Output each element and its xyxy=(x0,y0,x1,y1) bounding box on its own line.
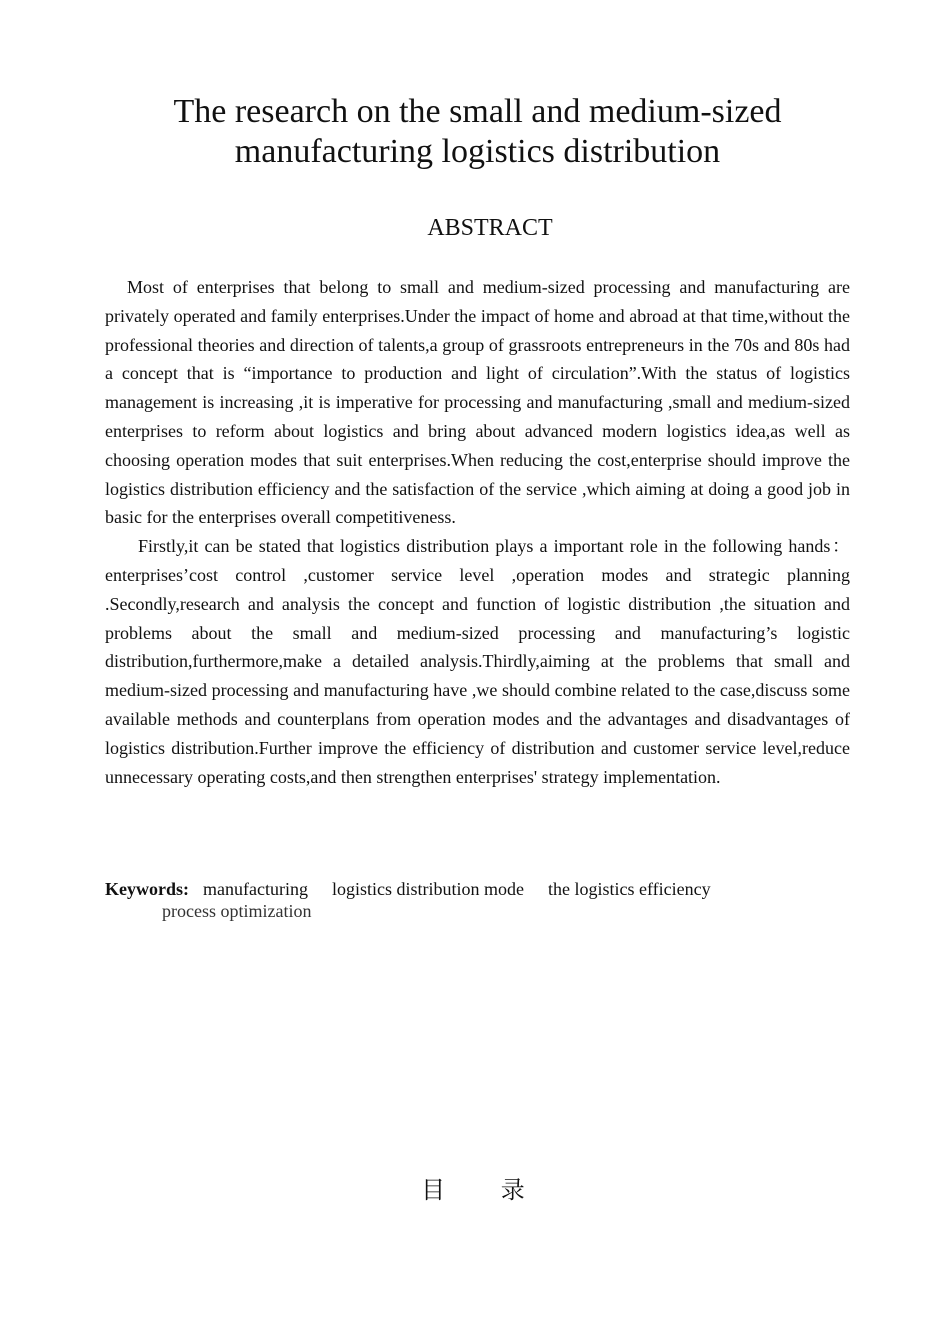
keywords-section xyxy=(105,878,850,922)
toc-heading: 目 录 xyxy=(421,1176,549,1204)
abstract-heading: ABSTRACT xyxy=(427,215,553,241)
title-line-1: The research on the small and medium-sized xyxy=(173,93,782,130)
abstract-paragraph-1: Most of enterprises that belong to small and medium-sized processing and manufacturing are privately operated and family enterprises.Under the impact of home and abroad at that time,without the professional theories and direction of talents,a group of grassroots entrepreneurs in the 70s and 80s had a concept that is “importance to production and light of circulation”.With the status of logistics management is increasing ,it is imperative for processing and manufacturing ,small and medium-sized enterprises to reform about logistics and bring about advanced modern logistics idea,as well as choosing operation modes that suit enterprises.When reducing the cost,enterprise should improve the logistics distribution efficiency and the satisfaction of the service ,which aiming at doing a good job in basic for the enterprises overall competitiveness. xyxy=(105,277,850,528)
keywords-label: Keywords: xyxy=(105,879,189,899)
abstract-body xyxy=(105,273,850,791)
keyword-item: manufacturing xyxy=(203,879,308,899)
document-title xyxy=(105,92,850,172)
keyword-item: process optimization xyxy=(162,901,312,921)
title-line-2: manufacturing logistics distribution xyxy=(234,133,721,170)
keyword-item: logistics distribution mode xyxy=(331,879,524,899)
abstract-paragraph-2: Firstly,it can be stated that logistics distribution plays a important role in the following hands： enterprises’cost control ,customer service level ,operation modes and strategic planning .Secondly,research and analysis the concept and function of logistic distribution ,the situation and problems about the small and medium-sized processing and manufacturing’s logistic distribution,furthermore,make a detailed analysis.Thirdly,aiming at the problems that small and medium-sized processing and manufacturing have ,we should combine related to the case,discuss some available methods and counterplans from operation modes and the advantages and disadvantages of logistics distribution.Further improve the efficiency of distribution and customer service level,reduce unnecessary operating costs,and then strengthen enterprises' strategy implementation. xyxy=(105,536,850,787)
keyword-item: the logistics efficiency xyxy=(547,879,711,899)
